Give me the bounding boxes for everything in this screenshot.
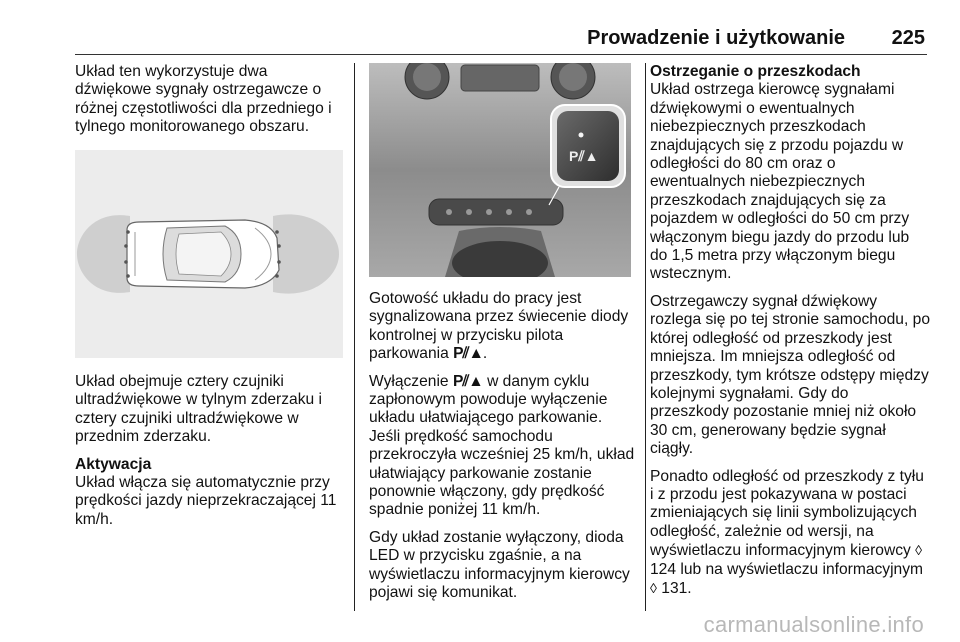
paragraph-sensors: Układ obejmuje cztery czujniki ultradźwiękowe w tylnym zderzaku i cztery czujniki ultradźwiękowe w przednim zderzaku. xyxy=(75,373,322,446)
column-right xyxy=(650,63,930,607)
page-reference-link-2[interactable]: 131 xyxy=(661,579,688,597)
reference-arrow-icon-2: ◊ xyxy=(650,579,657,596)
page-title: Prowadzenie i użytkowanie xyxy=(587,27,845,49)
heading-activation: Aktywacja xyxy=(75,455,152,473)
center-console-photo xyxy=(369,63,631,277)
paragraph-readiness: Gotowość układu do pracy jest sygnalizowana przez świecenie diody kontrolnej w przycisku pilota parkowania P⫽▲. xyxy=(369,290,629,363)
column-divider-2 xyxy=(645,63,646,611)
column-left xyxy=(75,63,347,146)
car-top-view-icon xyxy=(127,220,279,288)
paragraph-led-off: Gdy układ zostanie wyłączony, dioda LED w przycisku zgaśnie, a na wyświetlaczu informacyjnym kierowcy pojawi się komunikat. xyxy=(369,528,630,602)
page-number: 225 xyxy=(891,27,925,49)
column-left-lower xyxy=(75,373,347,538)
parking-assist-button[interactable]: P⫽▲ xyxy=(569,148,599,164)
page-header xyxy=(75,24,927,55)
paragraph-distance-display: Ponadto odległość od przeszkody z tyłu i z przodu jest pokazywana w postaci zmieniających się linii symbolizujących odległość, zależnie od wersji, na wyświetlaczu informacyjnym kierowcy ◊ 124 lub na wyświetlaczu informacyjnym ◊ 131. xyxy=(650,467,924,597)
paragraph-activation: Układ włącza się automatycznie przy prędkości jazdy nieprzekraczającej 11 km/h. xyxy=(75,474,337,528)
paragraph-warning-range: Układ ostrzega kierowcę sygnałami dźwiękowymi o ewentualnych niebezpiecznych przeszkodach znajdujących się z przodu pojazdu w odległości do 80 cm oraz o ewentualnych niebezpiecznych przeszkodach znajdujących się za pojazdem w odległości do 50 cm przy włączonym biegu jazdy do przodu lub do 1,5 metra przy włączonym biegu wstecznym. xyxy=(650,81,910,283)
paragraph-warning-signal: Ostrzegawczy sygnał dźwiękowy rozlega się po tej stronie samochodu, po której odległość od przeszkody jest mniejsza. Im mniejsza odległość od przeszkody, tym krótsze odstępy między kolejnymi sygnałami. Gdy do przeszkody pozostanie mniej niż około 30 cm, generowany będzie sygnał ciągły. xyxy=(650,292,930,458)
paragraph-deactivation: Wyłączenie P⫽▲ w danym cyklu zapłonowym powoduje wyłączenie układu ułatwiającego parkowanie. Jeśli prędkość samochodu przekroczyła wcześniej 25 km/h, układ ułatwiający parkowanie zostanie ponownie włączony, gdy prędkość spadnie poniżej 11 km/h. xyxy=(369,372,635,519)
sensor-coverage-diagram xyxy=(75,150,343,358)
parking-assist-icon: P⫽▲ xyxy=(453,345,483,363)
led-indicator-icon xyxy=(579,133,584,138)
reference-arrow-icon: ◊ xyxy=(915,542,923,559)
page-reference-link-1[interactable]: 124 xyxy=(650,560,677,578)
paragraph-intro: Układ ten wykorzystuje dwa dźwiękowe sygnały ostrzegawcze o różnej częstotliwości dla przedniego i tylnego monitorowanego obszaru. xyxy=(75,63,332,136)
watermark: carmanualsonline.info xyxy=(703,612,924,637)
parking-assist-icon-2: P⫽▲ xyxy=(452,372,483,390)
column-divider-1 xyxy=(354,63,355,611)
heading-obstacle-warning: Ostrzeganie o przeszkodach xyxy=(650,63,861,80)
column-middle xyxy=(369,290,635,612)
